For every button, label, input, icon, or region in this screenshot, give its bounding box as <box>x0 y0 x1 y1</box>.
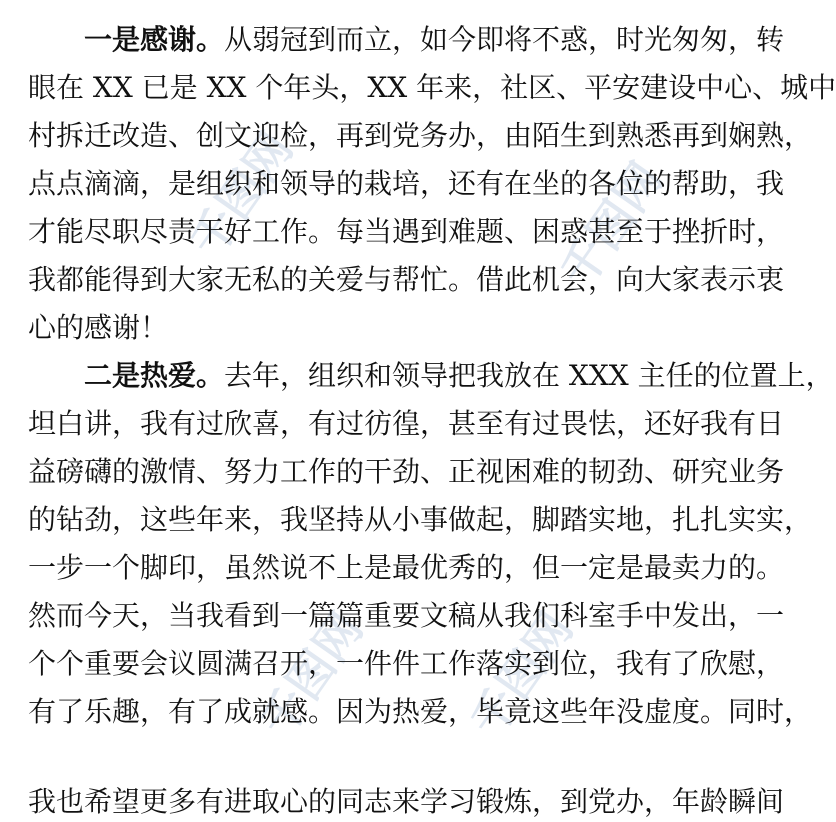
watermark: 千图网 <box>549 152 674 297</box>
paragraph-1-heading: 一是感谢。 <box>84 23 225 56</box>
watermark: 千图网 <box>249 602 374 747</box>
paragraph-2-line-4: 的钻劲，这些年来，我坚持从小事做起，脚踏实地，扎扎实实， <box>28 503 813 536</box>
paragraph-2-heading: 二是热爱。 <box>84 359 225 392</box>
watermark: 千图网 <box>179 122 304 267</box>
paragraph-1-line-1 <box>84 20 785 60</box>
paragraph-1-line-3: 村拆迁改造、创文迎检，再到党务办，由陌生到熟悉再到娴熟， <box>28 119 813 152</box>
paragraph-1-text: 从弱冠到而立，如今即将不惑，时光匆匆，转 <box>224 23 785 56</box>
paragraph-2-line-5: 一步一个脚印，虽然说不上是最优秀的，但一定是最卖力的。 <box>28 551 785 584</box>
paragraph-2-line-2: 坦白讲，我有过欣喜，有过彷徨，甚至有过畏怯，还好我有日 <box>28 407 785 440</box>
paragraph-2-line-3: 益磅礴的激情、努力工作的干劲、正视困难的韧劲、研究业务 <box>28 455 785 488</box>
paragraph-1-line-5: 才能尽职尽责干好工作。每当遇到难题、困惑甚至于挫折时， <box>28 215 785 248</box>
paragraph-1-line-2: 眼在 XX 已是 XX 个年头，XX 年来，社区、平安建设中心、城中 <box>28 71 836 104</box>
paragraph-2-line-8: 有了乐趣，有了成就感。因为热爱，毕竟这些年没虚度。同时， <box>28 695 813 728</box>
cut-off-line: 我也希望更多有进取心的同志来学习锻炼，到党办，年龄瞬间 <box>28 785 785 818</box>
paragraph-2-text: 去年，组织和领导把我放在 XXX 主任的位置上， <box>224 359 834 392</box>
paragraph-1-line-4: 点点滴滴，是组织和领导的栽培，还有在坐的各位的帮助，我 <box>28 167 785 200</box>
paragraph-1-line-7: 心的感谢！ <box>28 311 169 344</box>
paragraph-2-line-6: 然而今天，当我看到一篇篇重要文稿从我们科室手中发出，一 <box>28 599 785 632</box>
paragraph-2-line-7: 个个重要会议圆满召开，一件件工作落实到位，我有了欣慰， <box>28 647 785 680</box>
watermark: 千图网 <box>459 602 584 747</box>
paragraph-2-line-1 <box>84 356 834 396</box>
paragraph-1-line-6: 我都能得到大家无私的关爱与帮忙。借此机会，向大家表示衷 <box>28 263 785 296</box>
